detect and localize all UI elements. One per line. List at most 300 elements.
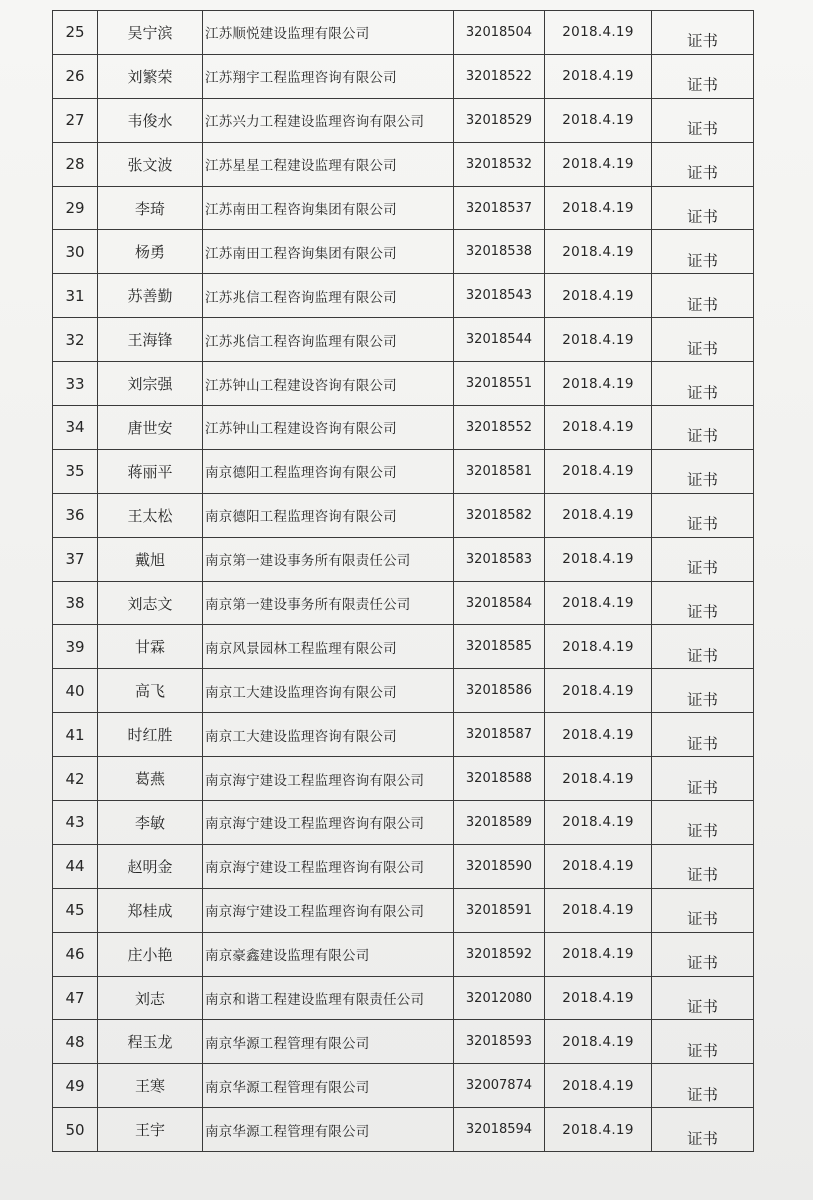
- certificate-number-cell: [454, 976, 545, 1020]
- table-row: [53, 1108, 754, 1152]
- issue-date: 2018.4.19: [562, 1033, 634, 1050]
- person-name-cell: [98, 713, 203, 757]
- certificate-number: 32018522: [465, 68, 533, 84]
- company-name: 南京海宁建设工程监理咨询有限公司: [205, 772, 425, 789]
- company-name: 南京豪鑫建设监理有限公司: [205, 948, 370, 965]
- company-name-cell: [203, 318, 454, 362]
- certificate-link[interactable]: 证书: [686, 251, 718, 270]
- company-name-cell: [203, 230, 454, 274]
- certificate-number: 32018592: [465, 946, 533, 962]
- certificate-number: 32018551: [465, 376, 533, 392]
- issue-date: 2018.4.19: [562, 682, 634, 699]
- row-number: 40: [65, 681, 85, 700]
- row-number-cell: [53, 669, 98, 713]
- person-name: 韦俊水: [127, 111, 173, 130]
- issue-date: 2018.4.19: [562, 946, 634, 963]
- certificate-link-cell[interactable]: [652, 11, 754, 55]
- certificate-link[interactable]: 证书: [686, 778, 718, 797]
- company-name-cell: [203, 757, 454, 801]
- person-name-cell: [98, 1064, 203, 1108]
- row-number: 50: [65, 1120, 85, 1139]
- person-name: 高飞: [134, 682, 165, 701]
- person-name: 刘繁荣: [127, 67, 173, 86]
- table-row: [53, 186, 754, 230]
- certificate-link-cell[interactable]: [652, 142, 754, 186]
- certificate-link-cell[interactable]: [652, 581, 754, 625]
- person-name-cell: [98, 449, 203, 493]
- table-row: [53, 449, 754, 493]
- row-number-cell: [53, 318, 98, 362]
- issue-date: 2018.4.19: [562, 595, 634, 612]
- issue-date: 2018.4.19: [562, 156, 634, 173]
- issue-date: 2018.4.19: [562, 463, 634, 480]
- certificate-link[interactable]: 证书: [686, 866, 718, 885]
- person-name: 刘志文: [127, 594, 173, 613]
- row-number-cell: [53, 186, 98, 230]
- person-name: 刘宗强: [127, 375, 173, 394]
- row-number: 27: [65, 111, 85, 130]
- certificate-link[interactable]: 证书: [686, 646, 718, 665]
- company-name-cell: [203, 406, 454, 450]
- issue-date: 2018.4.19: [562, 858, 634, 875]
- issue-date: 2018.4.19: [562, 375, 634, 392]
- certificate-number: 32018532: [465, 156, 533, 172]
- issue-date-cell: [545, 976, 652, 1020]
- row-number: 47: [65, 989, 85, 1008]
- issue-date-cell: [545, 186, 652, 230]
- certificate-link[interactable]: 证书: [686, 822, 718, 841]
- certificate-link[interactable]: 证书: [686, 1085, 718, 1104]
- row-number-cell: [53, 801, 98, 845]
- person-name-cell: [98, 1108, 203, 1152]
- person-name-cell: [98, 142, 203, 186]
- row-number-cell: [53, 932, 98, 976]
- person-name: 李琦: [134, 199, 165, 218]
- company-name-cell: [203, 932, 454, 976]
- company-name-cell: [203, 669, 454, 713]
- certificate-number: 32018544: [465, 332, 533, 348]
- person-name: 时红胜: [127, 726, 173, 745]
- certificate-number-cell: [454, 186, 545, 230]
- company-name-cell: [203, 625, 454, 669]
- row-number: 49: [65, 1076, 85, 1095]
- certificate-link[interactable]: 证书: [686, 383, 718, 402]
- row-number-cell: [53, 98, 98, 142]
- row-number-cell: [53, 844, 98, 888]
- row-number: 39: [65, 637, 85, 656]
- certificate-link[interactable]: 证书: [686, 339, 718, 358]
- table-body: [53, 11, 754, 1152]
- certificate-link[interactable]: 证书: [686, 559, 718, 578]
- table-row: [53, 844, 754, 888]
- person-name-cell: [98, 757, 203, 801]
- company-name-cell: [203, 581, 454, 625]
- table-row: [53, 11, 754, 55]
- certificate-number-cell: [454, 1108, 545, 1152]
- certificate-number-cell: [454, 1020, 545, 1064]
- person-name: 甘霖: [134, 638, 165, 657]
- person-name-cell: [98, 932, 203, 976]
- person-name-cell: [98, 186, 203, 230]
- company-name: 江苏南田工程咨询集团有限公司: [205, 202, 397, 218]
- person-name: 程玉龙: [127, 1033, 173, 1052]
- row-number: 45: [65, 901, 85, 920]
- certificate-number-cell: [454, 537, 545, 581]
- company-name-cell: [203, 493, 454, 537]
- table-row: [53, 537, 754, 581]
- person-name: 王海锋: [127, 331, 173, 350]
- certificate-link-cell[interactable]: [652, 406, 754, 450]
- issue-date-cell: [545, 844, 652, 888]
- row-number: 34: [65, 418, 85, 437]
- certificate-link-cell[interactable]: [652, 537, 754, 581]
- row-number: 31: [65, 286, 85, 305]
- company-name-cell: [203, 54, 454, 98]
- person-name: 赵明金: [127, 857, 173, 876]
- person-name-cell: [98, 844, 203, 888]
- issue-date-cell: [545, 98, 652, 142]
- certificate-number-cell: [454, 406, 545, 450]
- row-number-cell: [53, 581, 98, 625]
- row-number: 43: [65, 813, 85, 832]
- certificate-number: 32018590: [465, 858, 533, 874]
- certificate-link-cell[interactable]: [652, 976, 754, 1020]
- person-name-cell: [98, 1020, 203, 1064]
- certificate-number-cell: [454, 318, 545, 362]
- table-row: [53, 362, 754, 406]
- certificate-link-cell[interactable]: [652, 1108, 754, 1152]
- table-row: [53, 713, 754, 757]
- certificate-link-cell[interactable]: [652, 54, 754, 98]
- company-name-cell: [203, 11, 454, 55]
- row-number: 26: [65, 67, 85, 86]
- company-name-cell: [203, 844, 454, 888]
- person-name-cell: [98, 625, 203, 669]
- certificate-link-cell[interactable]: [652, 669, 754, 713]
- person-name: 王寒: [134, 1077, 165, 1096]
- person-name: 王宇: [134, 1121, 165, 1140]
- company-name-cell: [203, 362, 454, 406]
- certificate-number-cell: [454, 362, 545, 406]
- row-number-cell: [53, 1108, 98, 1152]
- certificate-link-cell[interactable]: [652, 713, 754, 757]
- certificate-link[interactable]: 证书: [686, 1041, 718, 1060]
- table-row: [53, 581, 754, 625]
- row-number-cell: [53, 537, 98, 581]
- company-name: 南京海宁建设工程监理咨询有限公司: [205, 860, 425, 877]
- company-name: 江苏钟山工程建设咨询有限公司: [205, 377, 397, 394]
- issue-date: 2018.4.19: [562, 638, 634, 655]
- table-row: [53, 625, 754, 669]
- row-number: 32: [65, 330, 85, 349]
- company-name-cell: [203, 801, 454, 845]
- certificate-number: 32018504: [465, 24, 533, 40]
- row-number-cell: [53, 274, 98, 318]
- certificate-link[interactable]: 证书: [686, 734, 718, 753]
- issue-date-cell: [545, 625, 652, 669]
- certificate-link-cell[interactable]: [652, 888, 754, 932]
- certificate-number-cell: [454, 54, 545, 98]
- person-name-cell: [98, 362, 203, 406]
- issue-date: 2018.4.19: [562, 287, 634, 304]
- certificate-number-cell: [454, 669, 545, 713]
- certificate-number-cell: [454, 98, 545, 142]
- company-name-cell: [203, 1020, 454, 1064]
- issue-date: 2018.4.19: [562, 551, 634, 568]
- person-name-cell: [98, 274, 203, 318]
- person-name-cell: [98, 493, 203, 537]
- company-name: 南京海宁建设工程监理咨询有限公司: [205, 816, 425, 833]
- certificate-link-cell[interactable]: [652, 625, 754, 669]
- row-number-cell: [53, 362, 98, 406]
- table-row: [53, 801, 754, 845]
- certificate-number-cell: [454, 230, 545, 274]
- issue-date-cell: [545, 801, 652, 845]
- certificate-number: 32018591: [465, 902, 533, 918]
- company-name: 南京华源工程管理有限公司: [205, 1123, 370, 1140]
- certificate-link-cell[interactable]: [652, 844, 754, 888]
- certificate-link-cell[interactable]: [652, 274, 754, 318]
- certificate-link-cell[interactable]: [652, 230, 754, 274]
- certificate-number-cell: [454, 844, 545, 888]
- person-name: 杨勇: [134, 243, 165, 262]
- company-name: 南京德阳工程监理咨询有限公司: [205, 465, 397, 482]
- company-name: 南京海宁建设工程监理咨询有限公司: [205, 904, 425, 921]
- certificate-link-cell[interactable]: [652, 98, 754, 142]
- row-number: 28: [65, 155, 85, 174]
- issue-date-cell: [545, 449, 652, 493]
- certificate-number: 32018552: [465, 419, 533, 435]
- row-number-cell: [53, 11, 98, 55]
- issue-date: 2018.4.19: [562, 68, 634, 85]
- issue-date: 2018.4.19: [562, 24, 634, 41]
- person-name: 王太松: [127, 506, 173, 525]
- issue-date: 2018.4.19: [562, 1077, 634, 1094]
- issue-date-cell: [545, 493, 652, 537]
- row-number: 42: [65, 769, 85, 788]
- certificate-link[interactable]: 证书: [686, 164, 718, 183]
- row-number-cell: [53, 1064, 98, 1108]
- person-name: 张文波: [127, 155, 173, 174]
- person-name-cell: [98, 976, 203, 1020]
- certificate-link-cell[interactable]: [652, 1020, 754, 1064]
- certificate-number-cell: [454, 142, 545, 186]
- issue-date-cell: [545, 1108, 652, 1152]
- issue-date: 2018.4.19: [562, 990, 634, 1007]
- person-name-cell: [98, 406, 203, 450]
- company-name: 南京和谐工程建设监理有限责任公司: [205, 992, 425, 1009]
- certificate-link[interactable]: 证书: [686, 690, 718, 709]
- table-row: [53, 888, 754, 932]
- company-name: 南京工大建设监理咨询有限公司: [205, 684, 397, 701]
- certificate-link-cell[interactable]: [652, 757, 754, 801]
- company-name: 江苏兆信工程咨询监理有限公司: [205, 289, 397, 306]
- certificate-link-cell[interactable]: [652, 493, 754, 537]
- person-name-cell: [98, 11, 203, 55]
- company-name-cell: [203, 1064, 454, 1108]
- certificate-link[interactable]: 证书: [686, 954, 718, 973]
- certificate-link[interactable]: 证书: [686, 471, 718, 490]
- row-number-cell: [53, 713, 98, 757]
- certificate-link[interactable]: 证书: [686, 120, 718, 139]
- issue-date: 2018.4.19: [562, 1121, 634, 1138]
- issue-date: 2018.4.19: [562, 770, 634, 787]
- certificate-link[interactable]: 证书: [686, 32, 718, 51]
- person-name-cell: [98, 669, 203, 713]
- row-number-cell: [53, 625, 98, 669]
- row-number: 36: [65, 506, 85, 525]
- certificate-number: 32018594: [465, 1122, 533, 1138]
- personnel-table: [52, 10, 754, 1152]
- issue-date-cell: [545, 54, 652, 98]
- issue-date: 2018.4.19: [562, 331, 634, 348]
- table-row: [53, 976, 754, 1020]
- table-row: [53, 1020, 754, 1064]
- person-name-cell: [98, 581, 203, 625]
- company-name: 南京第一建设事务所有限责任公司: [205, 553, 411, 570]
- row-number-cell: [53, 757, 98, 801]
- row-number: 37: [65, 550, 85, 569]
- certificate-number: 32018587: [465, 727, 533, 743]
- certificate-number: 32018584: [465, 595, 533, 611]
- certificate-number: 32018583: [465, 551, 533, 567]
- table-row: [53, 230, 754, 274]
- certificate-number-cell: [454, 801, 545, 845]
- issue-date: 2018.4.19: [562, 200, 634, 216]
- certificate-number: 32018543: [465, 288, 533, 304]
- issue-date: 2018.4.19: [562, 112, 634, 129]
- certificate-number-cell: [454, 757, 545, 801]
- company-name-cell: [203, 142, 454, 186]
- person-name: 唐世安: [127, 418, 173, 437]
- company-name: 江苏钟山工程建设咨询有限公司: [205, 421, 397, 438]
- person-name-cell: [98, 98, 203, 142]
- certificate-number: 32018588: [465, 771, 533, 787]
- certificate-number: 32018582: [465, 507, 533, 523]
- table-row: [53, 274, 754, 318]
- row-number-cell: [53, 230, 98, 274]
- certificate-number: 32018593: [465, 1034, 533, 1050]
- certificate-link-cell[interactable]: [652, 186, 754, 230]
- person-name-cell: [98, 888, 203, 932]
- certificate-link[interactable]: 证书: [686, 76, 718, 95]
- issue-date-cell: [545, 713, 652, 757]
- certificate-link-cell[interactable]: [652, 1064, 754, 1108]
- company-name-cell: [203, 976, 454, 1020]
- person-name: 郑桂成: [127, 901, 173, 920]
- certificate-link-cell[interactable]: [652, 449, 754, 493]
- company-name: 江苏兆信工程咨询监理有限公司: [205, 333, 397, 350]
- certificate-link[interactable]: 证书: [686, 208, 718, 226]
- certificate-number-cell: [454, 1064, 545, 1108]
- certificate-number-cell: [454, 581, 545, 625]
- issue-date-cell: [545, 757, 652, 801]
- issue-date-cell: [545, 1020, 652, 1064]
- certificate-link-cell[interactable]: [652, 362, 754, 406]
- certificate-link[interactable]: 证书: [686, 998, 718, 1017]
- certificate-link[interactable]: 证书: [686, 1129, 718, 1148]
- issue-date: 2018.4.19: [562, 507, 634, 524]
- company-name: 南京第一建设事务所有限责任公司: [205, 597, 411, 614]
- row-number-cell: [53, 54, 98, 98]
- table-row: [53, 757, 754, 801]
- company-name-cell: [203, 537, 454, 581]
- company-name: 南京华源工程管理有限公司: [205, 1079, 370, 1096]
- row-number: 44: [65, 857, 85, 876]
- company-name-cell: [203, 449, 454, 493]
- certificate-link[interactable]: 证书: [686, 295, 718, 314]
- company-name: 南京德阳工程监理咨询有限公司: [205, 509, 397, 526]
- certificate-number: 32018538: [465, 244, 533, 260]
- certificate-link[interactable]: 证书: [686, 910, 718, 929]
- row-number-cell: [53, 406, 98, 450]
- issue-date-cell: [545, 362, 652, 406]
- table-row: [53, 318, 754, 362]
- table-row: [53, 1064, 754, 1108]
- row-number-cell: [53, 449, 98, 493]
- company-name: 南京华源工程管理有限公司: [205, 1035, 370, 1052]
- issue-date-cell: [545, 11, 652, 55]
- company-name: 江苏顺悦建设监理有限公司: [205, 26, 370, 43]
- certificate-link[interactable]: 证书: [686, 603, 718, 622]
- certificate-number: 32018589: [465, 814, 533, 830]
- certificate-link[interactable]: 证书: [686, 427, 718, 446]
- company-name-cell: [203, 1108, 454, 1152]
- row-number: 35: [65, 462, 85, 481]
- row-number-cell: [53, 888, 98, 932]
- certificate-number: 32018581: [465, 463, 533, 479]
- row-number: 29: [65, 199, 85, 217]
- row-number-cell: [53, 142, 98, 186]
- table-row: [53, 142, 754, 186]
- issue-date-cell: [545, 888, 652, 932]
- certificate-link-cell[interactable]: [652, 932, 754, 976]
- certificate-number-cell: [454, 493, 545, 537]
- certificate-number-cell: [454, 274, 545, 318]
- table-row: [53, 406, 754, 450]
- certificate-link-cell[interactable]: [652, 318, 754, 362]
- certificate-link-cell[interactable]: [652, 801, 754, 845]
- issue-date: 2018.4.19: [562, 243, 634, 260]
- certificate-number: 32018585: [465, 639, 533, 655]
- issue-date: 2018.4.19: [562, 726, 634, 743]
- issue-date-cell: [545, 1064, 652, 1108]
- row-number: 48: [65, 1032, 85, 1051]
- company-name: 江苏南田工程咨询集团有限公司: [205, 245, 397, 262]
- person-name: 李敏: [134, 813, 165, 832]
- issue-date-cell: [545, 581, 652, 625]
- company-name-cell: [203, 713, 454, 757]
- issue-date-cell: [545, 537, 652, 581]
- company-name-cell: [203, 274, 454, 318]
- row-number: 41: [65, 725, 85, 744]
- row-number: 46: [65, 945, 85, 964]
- issue-date-cell: [545, 274, 652, 318]
- issue-date-cell: [545, 406, 652, 450]
- issue-date: 2018.4.19: [562, 814, 634, 831]
- certificate-number-cell: [454, 11, 545, 55]
- company-name: 江苏兴力工程建设监理咨询有限公司: [205, 114, 425, 131]
- issue-date-cell: [545, 230, 652, 274]
- certificate-link[interactable]: 证书: [686, 515, 718, 534]
- company-name: 江苏翔宇工程监理咨询有限公司: [205, 70, 397, 87]
- person-name: 戴旭: [134, 550, 165, 569]
- certificate-number: 32018537: [465, 200, 533, 216]
- company-name-cell: [203, 98, 454, 142]
- table-row: [53, 669, 754, 713]
- issue-date-cell: [545, 932, 652, 976]
- issue-date-cell: [545, 669, 652, 713]
